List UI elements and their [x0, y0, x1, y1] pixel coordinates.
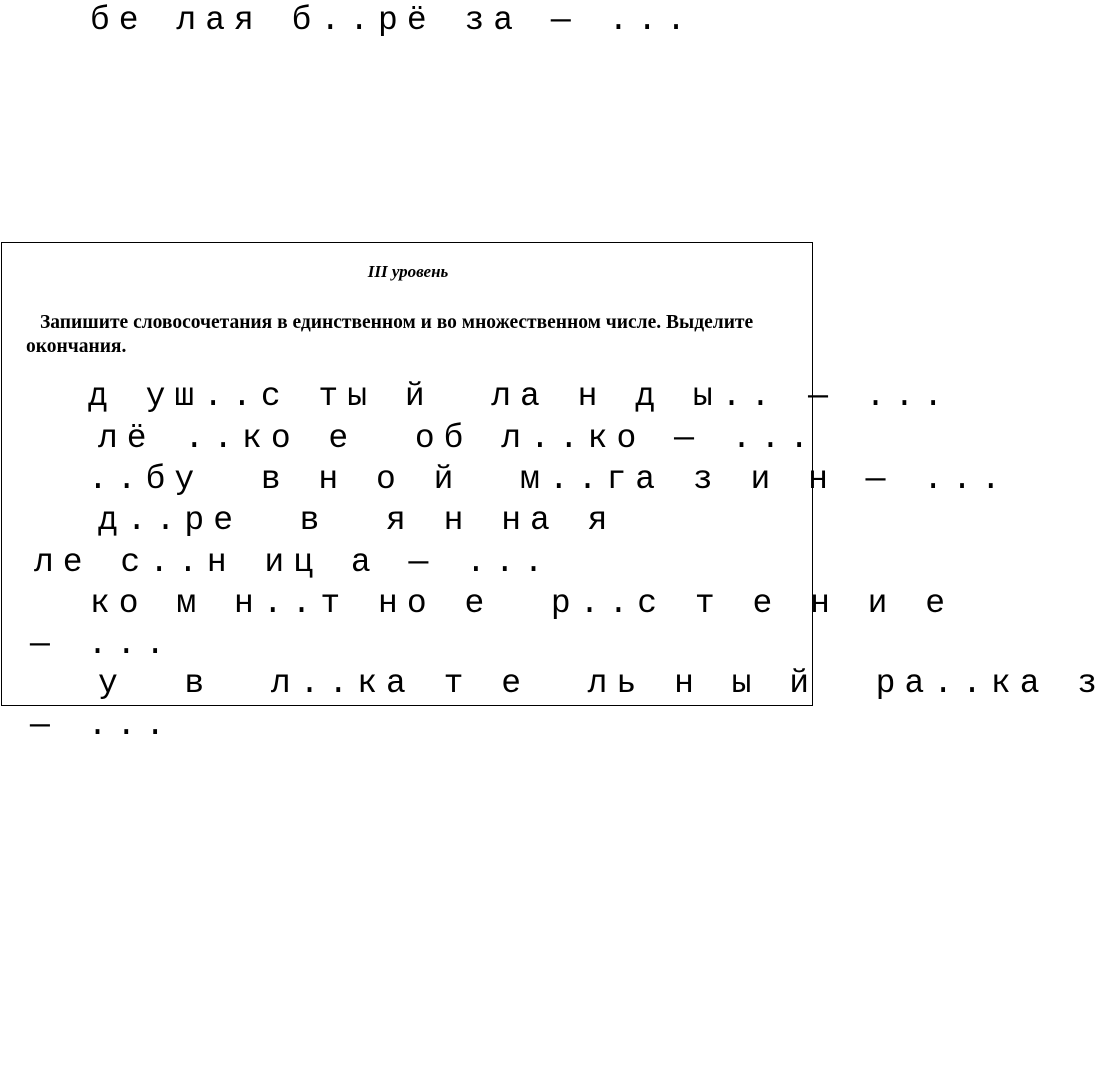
exercise-line: — ...: [30, 626, 175, 663]
exercise-line: ле с..н иц а — ...: [34, 544, 553, 581]
exercise-line: ко м н..т но е р..с т е н и е: [90, 585, 955, 622]
instruction-text: Запишите словосочетания в единственном и во множественном числе. Выделите окончания.: [26, 312, 754, 357]
exercise-line: д уш..с ты й ла н д ы.. — ...: [88, 378, 953, 415]
level-title: III уровень: [367, 262, 449, 281]
exercise-line: д..ре в я н на я: [98, 502, 617, 539]
top-line: бе лая б..рё за — ...: [90, 2, 695, 39]
exercise-line: ..бу в н о й м..га з и н — ...: [88, 461, 1010, 498]
exercise-line: у в л..ка т е ль н ы й ра..ка з: [98, 665, 1106, 702]
exercise-line: — ...: [30, 707, 175, 744]
exercise-line: лё ..ко е об л..ко — ...: [98, 420, 819, 457]
